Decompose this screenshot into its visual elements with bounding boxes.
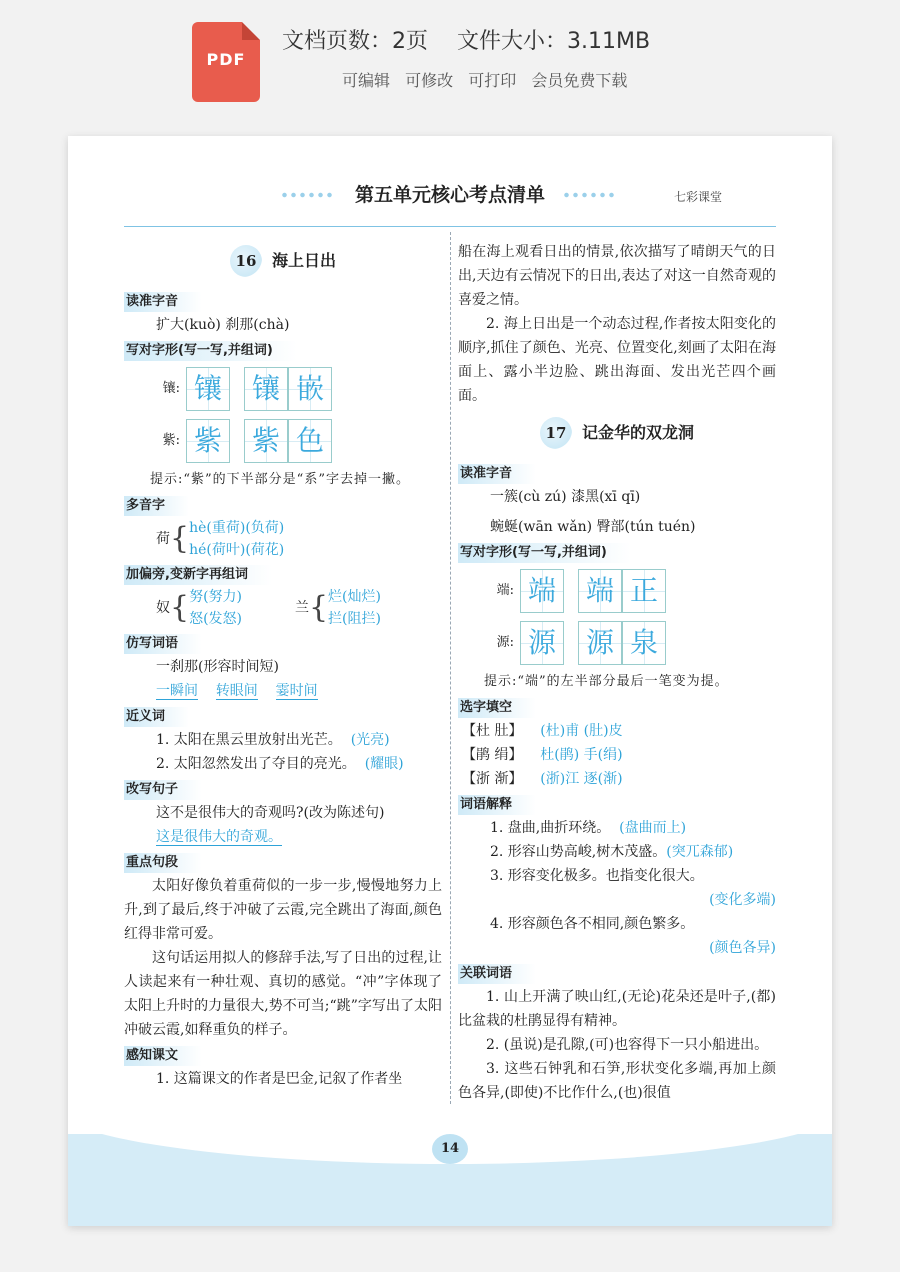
pdf-corner-fold (242, 22, 260, 40)
answer-text: (颜色各异) (709, 940, 776, 956)
section-heading: 感知课文 (124, 1046, 202, 1066)
writing-cell (520, 621, 564, 665)
grid-char: 端 (527, 574, 556, 607)
writing-cell (244, 367, 288, 411)
text-summary-start: 1. 这篇课文的作者是巴金,记叙了作者坐 (156, 1071, 403, 1087)
lesson-17-title (458, 416, 776, 450)
column-divider (450, 232, 451, 1114)
grid-char: 源 (527, 626, 556, 659)
radical-words (189, 586, 242, 630)
writing-cell (186, 419, 230, 463)
lesson-16-title (124, 244, 442, 278)
brand-name: 七彩课堂 (673, 190, 722, 204)
grid-char: 镶 (193, 372, 222, 405)
answer-word: 霎时间 (275, 683, 318, 699)
document-meta (282, 24, 672, 55)
pronunciation-line: 扩大(kuò) 刹那(chà) (156, 317, 290, 333)
lesson-name: 记金华的双龙洞 (581, 423, 694, 442)
char-pair: 【浙 渐】 (462, 771, 523, 787)
grid-label: 源: (496, 635, 514, 650)
writing-cell (288, 367, 332, 411)
brace-icon: { (308, 590, 329, 625)
vocab-item (458, 840, 776, 864)
question-text: 2. 形容山势高峻,树木茂盛。 (490, 844, 667, 860)
page-header (68, 180, 832, 210)
lesson-name: 海上日出 (271, 251, 336, 270)
writing-grid-row (458, 566, 776, 616)
section-heading: 重点句段 (124, 853, 202, 873)
writing-cell (578, 569, 622, 613)
document-page (68, 136, 832, 1226)
feature-printable: 可打印 (468, 71, 517, 90)
decor-dots-right (562, 192, 616, 198)
char-pair: 【鹃 绢】 (462, 747, 523, 763)
reading-line: hè(重荷)(负荷) (189, 520, 285, 536)
question-text: 1. 太阳在黑云里放射出光芒。 (156, 732, 342, 748)
section-heading: 选字填空 (458, 698, 536, 718)
rewrite-question: 这不是很伟大的奇观吗?(改为陈述句) (156, 805, 385, 821)
key-passage: 太阳好像负着重荷似的一步一步,慢慢地努力上升,到了最后,终于冲破了云霞,完全跳出了海面,颜色红得非常可爱。 (124, 878, 442, 942)
grid-char: 镶 (251, 372, 280, 405)
answer-word: 一瞬间 (156, 683, 198, 699)
section-heading: 多音字 (124, 496, 189, 516)
grid-char: 正 (629, 574, 658, 607)
fill-item (458, 719, 776, 743)
right-column (458, 240, 776, 1105)
text-summary-2: 2. 海上日出是一个动态过程,作者按太阳变化的顺序,抓住了颜色、光亮、位置变化,刻画了太阳在海面上、露小半边脸、跳出海面、发出光芒四个画面。 (458, 316, 776, 404)
key-analysis: 这句话运用拟人的修辞手法,写了日出的过程,让人读起来有一种壮观、真切的感觉。“冲”字体现了太阳上升时的力量很大,势不可当;“跳”字写出了太阳冲破云霞,如释重负的样子。 (124, 950, 442, 1038)
grid-char: 端 (585, 574, 614, 607)
section-heading: 写对字形(写一写,并组词) (124, 341, 297, 361)
feature-list (342, 68, 637, 91)
section-heading: 加偏旁,变新字再组词 (124, 565, 272, 585)
writing-grid-row (458, 618, 776, 668)
grid-label: 端: (496, 583, 514, 598)
radical-char: 奴 (156, 600, 170, 616)
answer-text: (杜)甫 (肚)皮 (540, 723, 623, 739)
pdf-file-icon (192, 22, 260, 102)
section-heading: 词语解释 (458, 795, 536, 815)
radical-word: 努(努力) (189, 589, 243, 605)
radical-char: 兰 (294, 600, 309, 616)
writing-cell (578, 621, 622, 665)
file-size: 文件大小：3.11MB (457, 29, 651, 54)
synonym-item (124, 728, 442, 752)
answer-text: (浙)江 逐(渐) (540, 771, 623, 787)
pronunciation-line: 一簇(cù zú) 漆黑(xī qī) (490, 489, 641, 505)
feature-modifiable: 可修改 (405, 71, 454, 90)
brace-icon: { (170, 521, 190, 556)
vocab-item (458, 816, 776, 840)
section-heading: 改写句子 (124, 780, 202, 800)
grid-char: 紫 (251, 424, 280, 457)
answer-text: (变化多端) (709, 892, 776, 908)
grid-char: 紫 (193, 424, 222, 457)
vocab-item: 3. 形容变化极多。也指变化很大。 (490, 868, 704, 884)
unit-title: 第五单元核心考点清单 (354, 184, 545, 206)
section-heading: 仿写词语 (124, 634, 202, 654)
feature-editable: 可编辑 (342, 71, 391, 90)
pdf-label: PDF (206, 50, 246, 69)
section-heading: 读准字音 (458, 464, 536, 484)
conjunction-item: 3. 这些石钟乳和石笋,形状变化多端,再加上颜色各异,(即使)不比作什么,(也)很值 (458, 1061, 776, 1101)
reading-line: hé(荷叶)(荷花) (189, 542, 285, 558)
char-pair: 【杜 肚】 (462, 723, 523, 739)
section-heading: 近义词 (124, 707, 189, 727)
left-column (124, 240, 442, 1091)
radical-word: 拦(阻拦) (328, 611, 381, 627)
polyphone-char: 荷 (156, 531, 170, 547)
grid-char: 源 (585, 626, 614, 659)
fill-item (458, 767, 776, 791)
answer-text: (耀眼) (364, 756, 404, 772)
answer-word: 转眼间 (215, 683, 258, 699)
answer-text: 这是很伟大的奇观。 (156, 829, 282, 845)
lesson-number: 17 (540, 417, 572, 449)
conjunction-item: 1. 山上开满了映山红,(无论)花朵还是叶子,(都)比盆栽的杜鹃显得有精神。 (458, 989, 776, 1029)
page-count: 文档页数：2页 (282, 29, 428, 54)
polyphone-group (124, 517, 442, 561)
answer-text: (突兀森郁) (666, 844, 734, 860)
section-heading: 关联词语 (458, 964, 536, 984)
feature-member-download[interactable]: 会员免费下载 (531, 71, 628, 90)
writing-cell (622, 569, 666, 613)
writing-cell (244, 419, 288, 463)
grid-char: 泉 (629, 626, 658, 659)
writing-cell (288, 419, 332, 463)
vocab-item: 4. 形容颜色各不相同,颜色繁多。 (490, 916, 695, 932)
download-banner (0, 0, 900, 120)
radical-word: 烂(灿烂) (328, 589, 381, 605)
imitate-prompt: 一刹那(形容时间短) (156, 659, 279, 675)
section-heading: 读准字音 (124, 292, 202, 312)
answer-text: 杜(鹃) 手(绢) (540, 747, 623, 763)
radical-words (328, 586, 381, 630)
section-heading: 写对字形(写一写,并组词) (458, 543, 631, 563)
pronunciation-line: 蜿蜒(wān wǎn) 臀部(tún tuén) (490, 519, 696, 535)
grid-label: 镶: (162, 381, 180, 396)
writing-cell (186, 367, 230, 411)
answer-text: (光亮) (350, 732, 390, 748)
page-number: 14 (432, 1134, 468, 1164)
polyphone-readings (189, 517, 284, 561)
tip-text: 提示:“紫”的下半部分是“系”字去掉一撇。 (150, 472, 410, 487)
answer-text: (盘曲而上) (619, 820, 687, 836)
writing-grid-row (124, 416, 442, 466)
fill-item (458, 743, 776, 767)
radical-word: 怒(发怒) (189, 611, 243, 627)
imitate-answers (124, 679, 442, 703)
page-footer (68, 1134, 832, 1226)
writing-grid-row (124, 364, 442, 414)
brace-icon: { (170, 590, 190, 625)
synonym-item (124, 752, 442, 776)
tip-text: 提示:“端”的左半部分最后一笔变为提。 (484, 674, 729, 689)
lesson-number: 16 (230, 245, 262, 277)
grid-label: 紫: (162, 433, 180, 448)
writing-cell (622, 621, 666, 665)
rewrite-answer (124, 825, 442, 849)
grid-char: 色 (295, 424, 324, 457)
question-text: 2. 太阳忽然发出了夺目的亮光。 (156, 756, 356, 772)
text-summary-cont: 船在海上观看日出的情景,依次描写了晴朗天气的日出,天边有云情况下的日出,表达了对这一自然奇观的喜爱之情。 (458, 244, 776, 308)
writing-cell (520, 569, 564, 613)
grid-char: 嵌 (295, 372, 324, 405)
radical-group (124, 586, 442, 630)
header-rule (124, 226, 776, 227)
question-text: 1. 盘曲,曲折环绕。 (490, 820, 611, 836)
conjunction-item: 2. (虽说)是孔隙,(可)也容得下一只小船进出。 (486, 1037, 769, 1053)
